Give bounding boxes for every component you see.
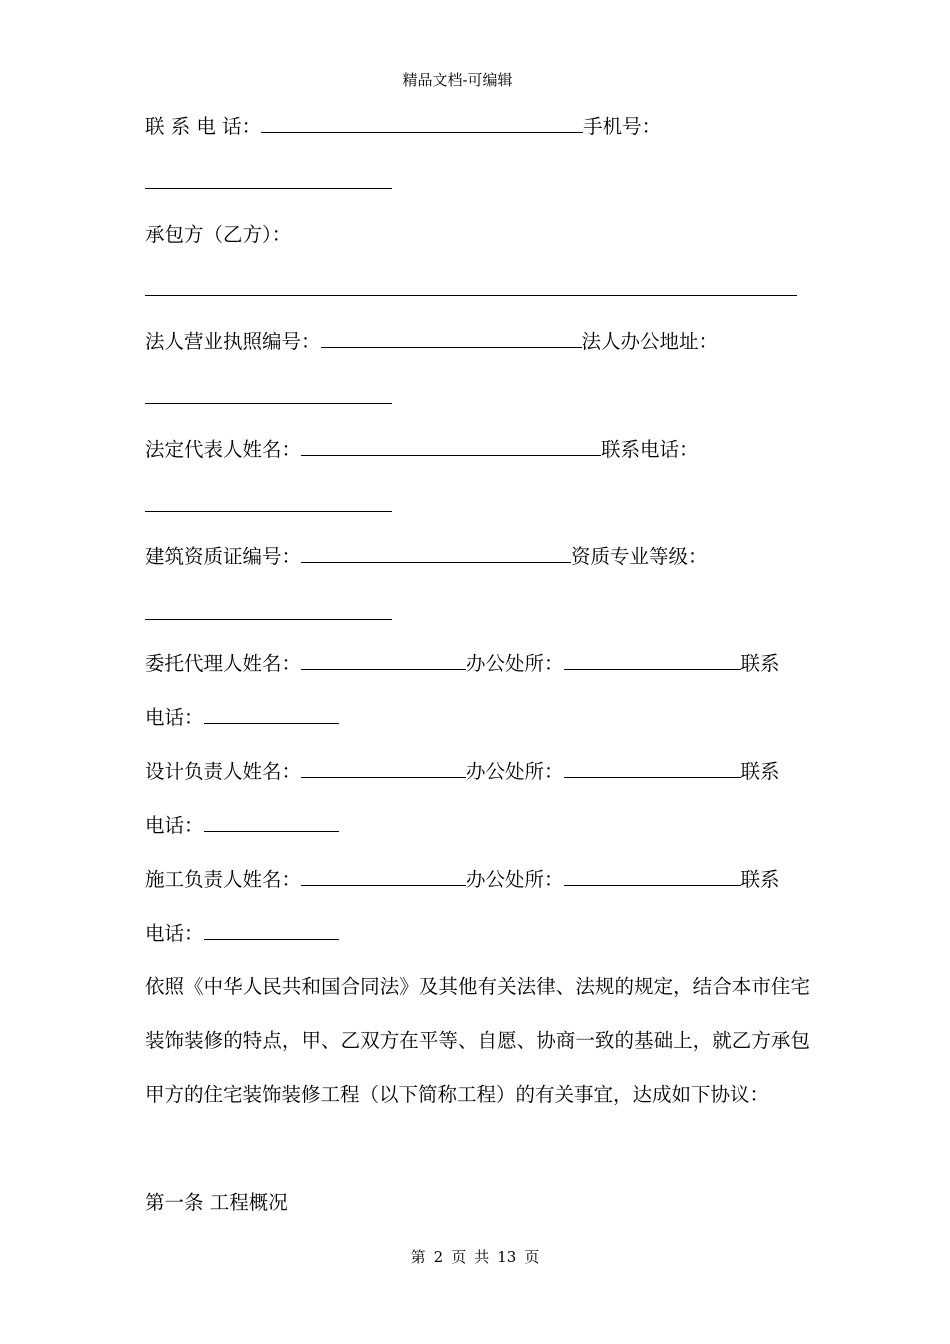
agent-label: 委托代理人姓名：	[145, 652, 302, 675]
page-footer	[0, 1246, 950, 1267]
footer-page-word: 页	[451, 1248, 467, 1266]
design-phone-blank[interactable]	[204, 812, 339, 832]
contact-phone-line	[145, 112, 661, 142]
design-phone-line	[145, 811, 339, 841]
design-phone-label: 电话：	[145, 814, 204, 837]
agent-blank[interactable]	[301, 650, 466, 670]
footer-suffix: 页	[524, 1248, 540, 1266]
agent-office-blank[interactable]	[564, 650, 741, 670]
contact-phone-blank[interactable]	[261, 113, 583, 133]
agent-office-label: 办公处所：	[466, 652, 564, 675]
legal-rep-line	[145, 435, 699, 465]
construct-phone-label: 电话：	[145, 922, 204, 945]
agent-contact-label: 联系	[740, 652, 780, 675]
construct-blank[interactable]	[301, 866, 466, 886]
construct-office-blank[interactable]	[564, 866, 741, 886]
agent-phone-blank[interactable]	[204, 704, 339, 724]
license-blank[interactable]	[321, 328, 582, 348]
construct-line	[145, 865, 780, 895]
qual-grade-blank[interactable]	[145, 619, 392, 620]
construct-phone-line	[145, 919, 339, 949]
contact-phone-label: 联 系 电 话：	[145, 115, 262, 138]
agent-phone-label: 电话：	[145, 706, 204, 729]
total-pages: 13	[497, 1248, 517, 1266]
license-line	[145, 327, 718, 357]
design-office-blank[interactable]	[564, 758, 741, 778]
contact-phone2-blank[interactable]	[145, 511, 392, 512]
qual-cert-label: 建筑资质证编号：	[145, 545, 302, 568]
construct-label: 施工负责人姓名：	[145, 868, 302, 891]
license-label: 法人营业执照编号：	[145, 330, 321, 353]
contractor-label: 承包方（乙方）：	[145, 223, 292, 246]
contractor-blank[interactable]	[145, 295, 797, 296]
footer-total-word: 共	[474, 1248, 490, 1266]
article-heading: 第一条 工程概况	[145, 1191, 288, 1214]
page-number: 2	[433, 1248, 444, 1266]
construct-phone-blank[interactable]	[204, 920, 339, 940]
office-address-blank[interactable]	[145, 403, 392, 404]
design-line	[145, 757, 780, 787]
qual-line	[145, 542, 708, 572]
design-contact-label: 联系	[740, 760, 780, 783]
design-office-label: 办公处所：	[466, 760, 564, 783]
qual-grade-label: 资质专业等级：	[571, 545, 708, 568]
construct-contact-label: 联系	[740, 868, 780, 891]
design-blank[interactable]	[301, 758, 466, 778]
intro-paragraph: 依照《中华人民共和国合同法》及其他有关法律、法规的规定，结合本市住宅装饰装修的特点，甲、乙双方在平等、自愿、协商一致的基础上，就乙方承包甲方的住宅装饰装修工程（以下简称工程）的有关事宜，达成如下协议：	[145, 975, 810, 1106]
qual-cert-blank[interactable]	[301, 543, 571, 563]
office-address-label: 法人办公地址：	[581, 330, 719, 353]
legal-rep-label: 法定代表人姓名：	[145, 438, 302, 461]
design-label: 设计负责人姓名：	[145, 760, 302, 783]
agent-line	[145, 649, 780, 679]
agent-phone-line	[145, 703, 339, 733]
document-header: 精品文档-可编辑	[402, 71, 513, 89]
mobile-label: 手机号：	[583, 115, 662, 138]
construct-office-label: 办公处所：	[466, 868, 564, 891]
mobile-blank[interactable]	[145, 188, 392, 189]
footer-prefix: 第	[410, 1248, 426, 1266]
contact-phone2-label: 联系电话：	[601, 438, 699, 461]
legal-rep-blank[interactable]	[301, 436, 601, 456]
